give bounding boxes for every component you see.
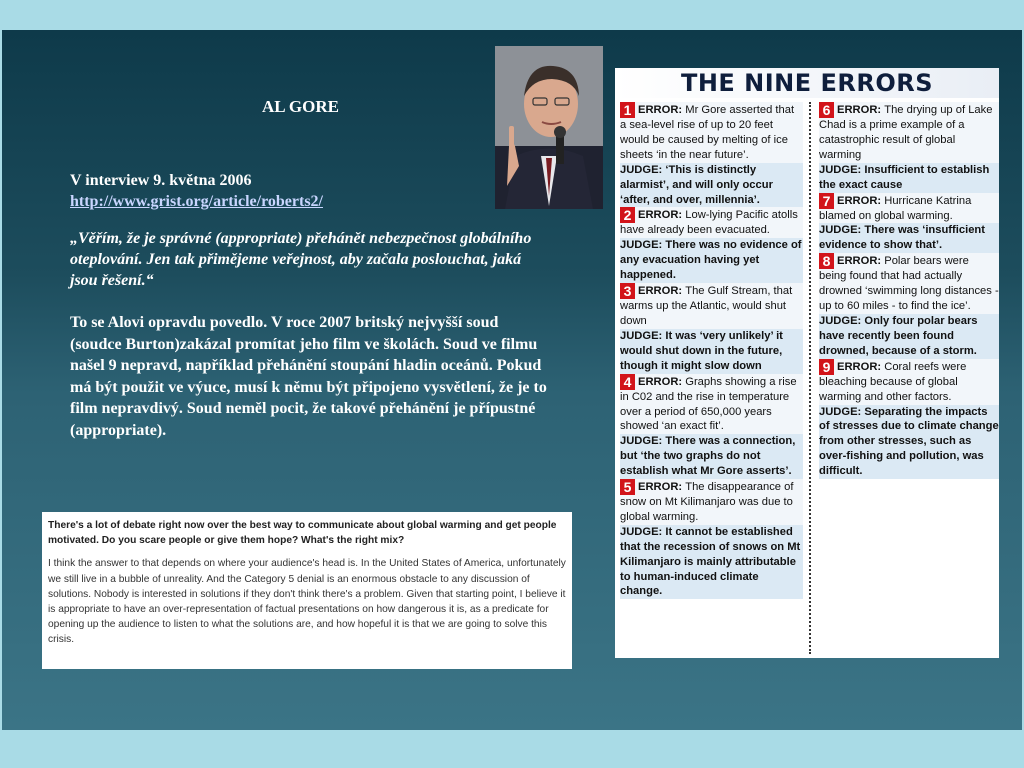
- errors-heading: THE NINE ERRORS: [615, 68, 999, 98]
- error-number-badge: 6: [819, 102, 834, 118]
- error-label: ERROR:: [837, 104, 885, 116]
- error-text: [819, 359, 999, 405]
- error-entry-1: [620, 102, 803, 207]
- error-label: ERROR:: [638, 104, 686, 116]
- error-entry-8: [819, 253, 999, 358]
- error-label: ERROR:: [638, 209, 686, 222]
- judge-ruling: JUDGE: Insufficient to establish the exact cause: [819, 163, 999, 193]
- error-label: ERROR:: [837, 194, 885, 207]
- error-entry-6: [819, 102, 999, 193]
- error-text: [620, 102, 803, 163]
- errors-column-left: [620, 102, 803, 654]
- error-entry-9: [819, 359, 999, 479]
- judge-ruling: JUDGE: There was ‘insufficient evidence to show that’.: [819, 223, 999, 253]
- error-number-badge: 2: [620, 207, 635, 223]
- column-divider: [809, 102, 811, 654]
- top-border: [0, 0, 1024, 30]
- error-number-badge: 7: [819, 193, 834, 209]
- judge-ruling: JUDGE: Only four polar bears have recently been found drowned, because of a storm.: [819, 314, 999, 359]
- bottom-border: [0, 730, 1024, 768]
- error-entry-3: [620, 283, 803, 374]
- error-number-badge: 8: [819, 253, 834, 269]
- judge-ruling: JUDGE: ‘This is distinctly alarmist’, and will only occur ‘after, and over, millennia’.: [620, 163, 803, 208]
- judge-ruling: JUDGE: There was no evidence of any evacuation having yet happened.: [620, 239, 802, 282]
- error-text: [819, 253, 999, 314]
- error-description: Polar bears were being found that had actually drowned ‘swimming long distances - up to 60 miles - to find the ice’.: [819, 255, 999, 313]
- error-description: Mr Gore asserted that a sea-level rise of up to 20 feet would be caused by melting of ice sheets ‘in the near future’.: [620, 104, 795, 161]
- judge-ruling: JUDGE: Separating the impacts of stresses due to climate change from other stresses, such as over-fishing and pollution, was difficult.: [819, 405, 999, 478]
- error-number-badge: 5: [620, 479, 635, 495]
- error-entry-4: [620, 374, 803, 479]
- error-label: ERROR:: [638, 481, 686, 494]
- error-description: The Gulf Stream, that warms up the Atlantic, would shut down: [620, 285, 793, 327]
- error-entry-2: [620, 207, 803, 283]
- portrait-illustration: [495, 46, 603, 209]
- error-description: Graphs showing a rise in C02 and the rise in temperature over a period of 650,000 years showed ‘an exact fit’.: [620, 375, 797, 433]
- gore-quote: „Věřím, že je správné (appropriate) přehánět nebezpečnost globálního oteplování. Jen tak přimějeme veřejnost, aby začala poslouchat, jaká jsou řešení.“: [70, 230, 532, 289]
- error-label: ERROR:: [638, 285, 686, 298]
- error-entry-7: [819, 193, 999, 254]
- error-description: Coral reefs were bleaching because of global warming and other factors.: [819, 360, 967, 403]
- interview-excerpt: [42, 512, 572, 669]
- nine-errors-panel: [615, 68, 999, 658]
- error-number-badge: 3: [620, 283, 635, 299]
- interview-date-line: V interview 9. května 2006: [70, 172, 252, 189]
- errors-column-right: [819, 102, 999, 654]
- court-ruling-paragraph: To se Alovi opravdu povedlo. V roce 2007 britský nejvyšší soud (soudce Burton)zakázal promítat jeho film ve školách. Soud ve filmu našel 9 nepravd, například přehánění stoupání hladin oceánů. Pokud má být použit ve výuce, musí k němu být připojeno vysvětlení, že je to film nepravdivý. Soud neměl pocit, že takové přehánění je přípustné (appropriate).: [70, 314, 547, 439]
- judge-ruling: JUDGE: There was a connection, but ‘the two graphs do not establish what Mr Gore asserts’.: [620, 434, 803, 479]
- error-entry-5: [620, 479, 803, 599]
- error-text: [620, 479, 803, 525]
- error-description: The drying up of Lake Chad is a prime example of a catastrophic result of global warming: [819, 104, 993, 161]
- error-label: ERROR:: [837, 255, 885, 268]
- error-description: Hurricane Katrina blamed on global warming.: [819, 194, 972, 222]
- error-text: [620, 283, 803, 329]
- source-link[interactable]: http://www.grist.org/article/roberts2/: [70, 193, 323, 210]
- al-gore-photo: [495, 46, 603, 209]
- interview-question: There's a lot of debate right now over the best way to communicate about global warming and get people motivated. Do you scare people or give them hope? What's the right mix?: [48, 520, 557, 547]
- error-text: [819, 102, 999, 163]
- error-text: [620, 374, 803, 435]
- error-number-badge: 9: [819, 359, 834, 375]
- judge-ruling: JUDGE: It was ‘very unlikely’ it would shut down in the future, though it might slow down: [620, 329, 803, 374]
- judge-ruling: JUDGE: It cannot be established that the recession of snows on Mt Kilimanjaro is mainly attributable to human-induced climate change.: [620, 525, 803, 600]
- error-text: [620, 207, 803, 238]
- error-text: [819, 193, 999, 224]
- error-number-badge: 4: [620, 374, 635, 390]
- error-description: Low-lying Pacific atolls have already been evacuated.: [620, 209, 798, 237]
- error-label: ERROR:: [638, 375, 686, 388]
- slide-title: AL GORE: [262, 97, 339, 116]
- error-number-badge: 1: [620, 102, 635, 118]
- interview-answer: I think the answer to that depends on where your audience's head is. In the United States of America, unfortunately we still live in a bubble of unreality. And the Category 5 denial is an enormous obstacle to any discussion of solutions. Nobody is interested in solutions if they don't think there's a problem. Given that starting point, I believe it is appropriate to have an over-representation of factual presentations on how dangerous it is, as a predicate for opening up the audience to listen to what the solutions are, and how hopeful it is that we are going to solve this crisis.: [48, 558, 566, 646]
- interview-intro: [70, 170, 323, 212]
- error-label: ERROR:: [837, 360, 885, 373]
- error-description: The disappearance of snow on Mt Kilimanjaro was due to global warming.: [620, 481, 794, 523]
